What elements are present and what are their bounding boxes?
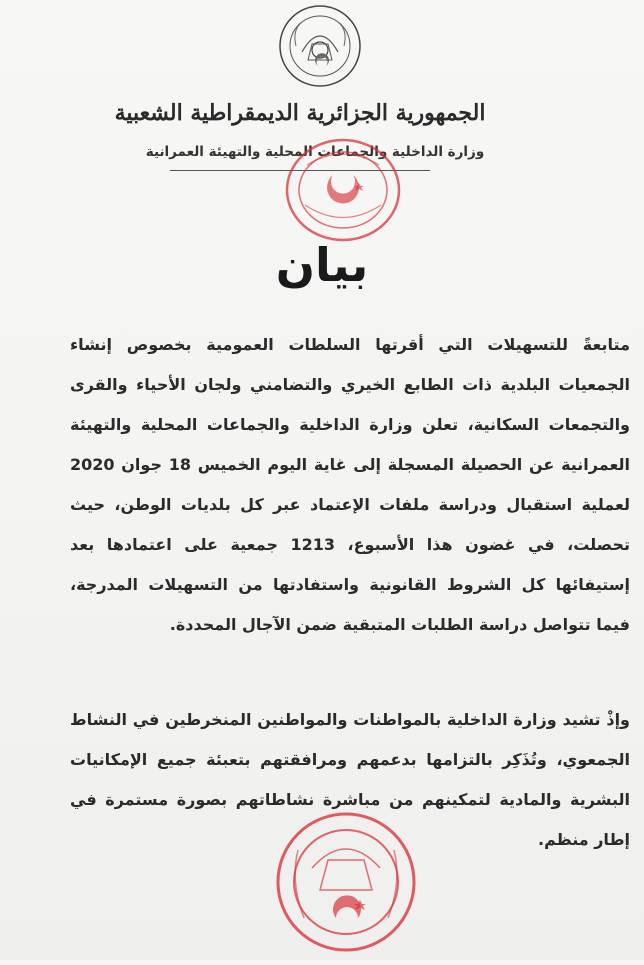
state-emblem-icon <box>272 0 368 96</box>
republic-title: الجمهورية الجزائرية الديمقراطية الشعبية <box>114 100 486 126</box>
document-title: بيان <box>275 238 369 292</box>
paragraph-2: وإذْ تشيد وزارة الداخلية بالمواطنات والمواطنين المنخرطين في النشاط الجمعوي، وتُذَكِر بالتزامها بدعمهم ومرافقتهم بتعبئة جميع الإمكانيات البشرية والمادية لتمكينهم من مباشرة نشاطاتهم بصورة مستمرة في إطار منظم. <box>70 710 630 849</box>
ministry-name: وزارة الداخلية والجماعات المحلية والتهيئة العمرانية <box>145 144 485 160</box>
official-stamp-icon <box>255 135 405 245</box>
official-stamp-icon <box>268 790 418 965</box>
paragraph-1: متابعةً للتسهيلات التي أقرتها السلطات العمومية بخصوص إنشاء الجمعيات البلدية ذات الطابع الخيري والتضامني ولجان الأحياء والقرى والتجمعات السكانية، تعلن وزارة الداخلية والجماعات المحلية والتهيئة العمرانية عن الحصيلة المسجلة إلى غاية اليوم الخميس 18 جوان 2020 لعملية استقبال ودراسة ملفات الإعتماد عبر كل بلديات الوطن، حيث تحصلت، في غضون هذا الأسبوع، 1213 جمعية على اعتمادها بعد إستيفائها كل الشروط القانونية واستفادتها من التسهيلات المدرجة، فيما تتواصل دراسة الطلبات المتبقية ضمن الآجال المحددة. <box>70 335 630 634</box>
